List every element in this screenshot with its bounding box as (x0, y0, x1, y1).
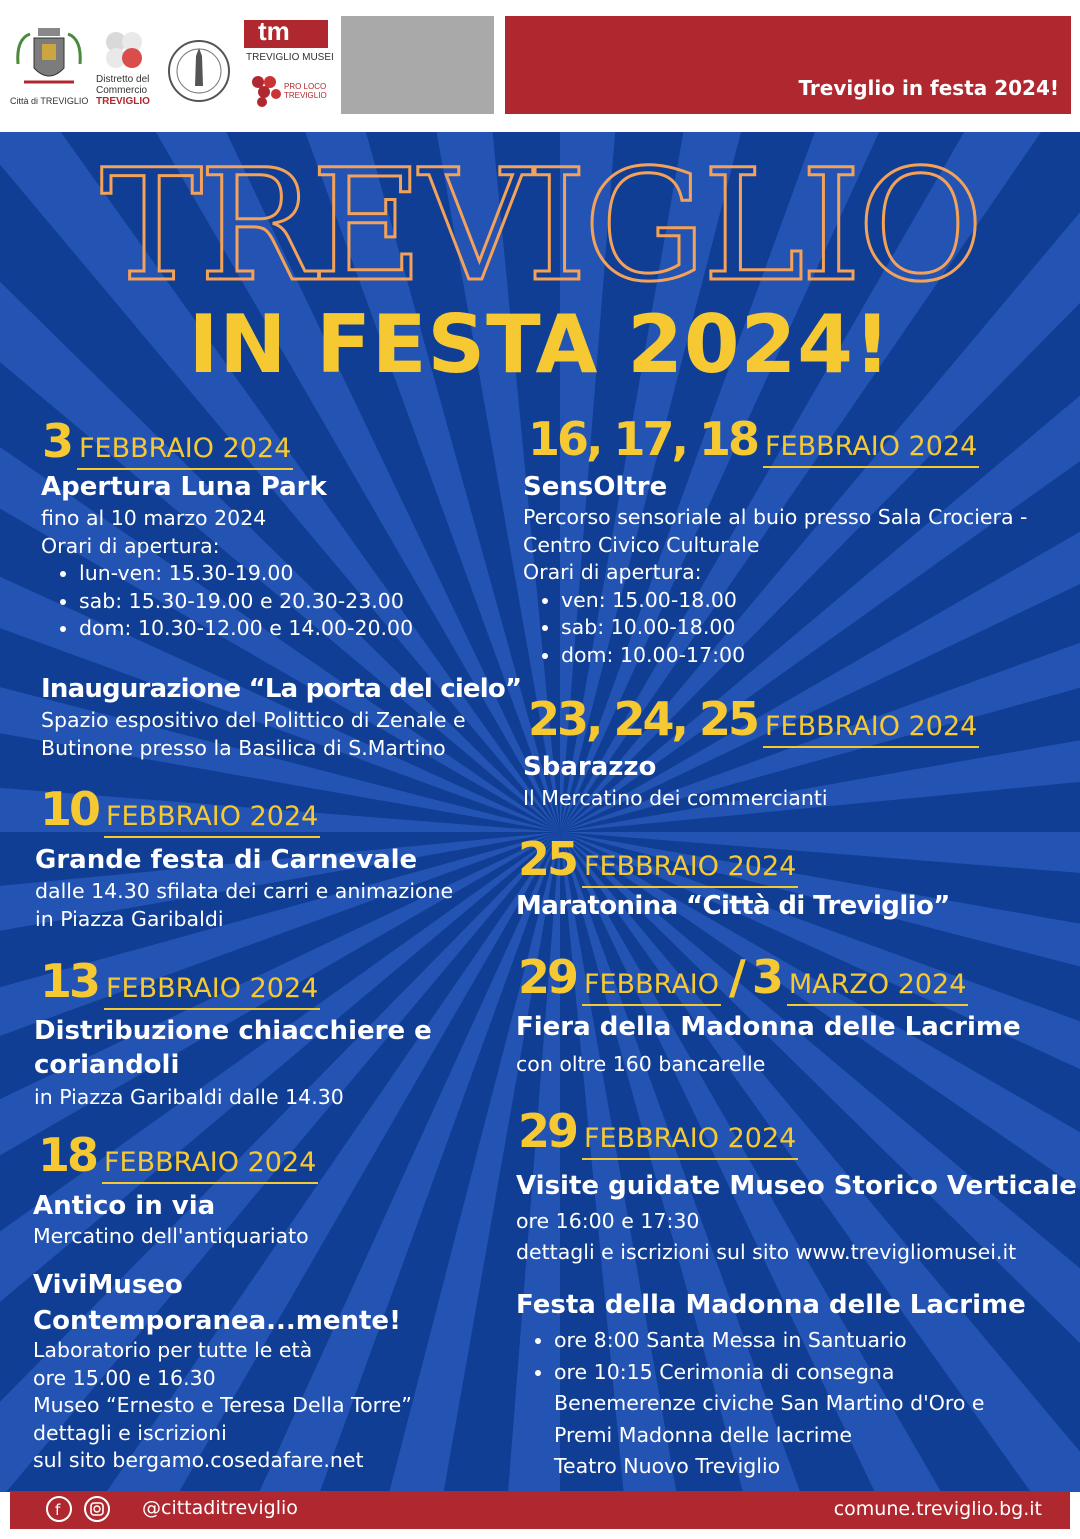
list-item: • dom: 10.30-12.00 e 14.00-20.00 (79, 615, 413, 643)
citta-label: Città di TREVIGLIO (10, 96, 89, 106)
date-number: 29 (518, 950, 577, 1004)
event-text-carnevale (35, 878, 453, 933)
text-line: dettagli e iscrizioni sul sito www.trevigliomusei.it (516, 1240, 1017, 1264)
text-line: dalle 14.30 sfilata dei carri e animazione (35, 879, 454, 903)
date-number: 3 (42, 414, 72, 468)
event-title-maratonina: Maratonina “Città di Treviglio” (516, 891, 950, 921)
clover-icon (94, 28, 154, 76)
date-18-febbraio (38, 1128, 318, 1182)
event-title-antico-in-via: Antico in via (33, 1191, 216, 1221)
list-item: • ore 8:00 Santa Messa in Santuario (554, 1325, 985, 1357)
event-title-sensoltre: SensOltre (523, 472, 668, 502)
header (0, 0, 1080, 132)
text-line: dettagli e iscrizioni (33, 1420, 227, 1445)
date-number: 18 (38, 1128, 97, 1182)
event-text-antico-in-via (33, 1223, 309, 1251)
date-month: FEBBRAIO 2024 (102, 1147, 318, 1184)
date-25-febbraio (518, 832, 798, 886)
text-line: Benemerenze civiche San Martino d'Oro e (554, 1391, 985, 1415)
grapes-icon (248, 72, 284, 108)
text-line: con oltre 160 bancarelle (516, 1052, 766, 1076)
title-sub: IN FESTA 2024! (188, 298, 892, 391)
date-number: 23, 24, 25 (528, 692, 758, 746)
date-separator: / (729, 950, 746, 1004)
citta-treviglio-logo (10, 24, 88, 110)
footer (10, 1491, 1070, 1529)
website-link[interactable]: comune.treviglio.bg.it (833, 1498, 1042, 1520)
text-line: Butinone presso la Basilica di S.Martino (41, 735, 446, 760)
event-text-vivimuseo (33, 1337, 412, 1475)
date-13-febbraio (40, 954, 320, 1008)
date-month-2: MARZO 2024 (787, 969, 969, 1006)
event-title-chiacchiere-2: coriandoli (34, 1050, 180, 1080)
date-month: FEBBRAIO 2024 (582, 1123, 798, 1160)
date-number: 29 (518, 1104, 577, 1158)
text-line: ore 15.00 e 16.30 (33, 1365, 216, 1390)
date-month: FEBBRAIO 2024 (104, 801, 320, 838)
date-month: FEBBRAIO 2024 (763, 711, 979, 748)
date-month: FEBBRAIO 2024 (77, 433, 293, 470)
date-10-febbraio (40, 782, 320, 836)
text-line: Orari di apertura: (41, 533, 220, 558)
gray-placeholder (341, 16, 494, 114)
musei-label: TREVIGLIO MUSEI (246, 52, 334, 63)
event-text-porta-cielo (41, 707, 466, 762)
event-text-fiera (516, 1051, 765, 1079)
crest-icon (10, 24, 88, 94)
date-month: FEBBRAIO 2024 (582, 851, 798, 888)
text-line: Museo “Ernesto e Teresa Della Torre” (33, 1393, 412, 1417)
facebook-icon[interactable] (46, 1496, 72, 1522)
proloco-label-1: PRO LOCO (284, 82, 327, 91)
event-text-visite-guidate (516, 1206, 1016, 1268)
date-month: FEBBRAIO 2024 (763, 431, 979, 468)
instagram-icon[interactable] (84, 1496, 110, 1522)
poster (0, 132, 1080, 1492)
date-number-2: 3 (751, 950, 781, 1004)
program-list (516, 1325, 985, 1388)
text-line: Mercatino dell'antiquariato (33, 1224, 309, 1248)
date-number: 10 (40, 782, 99, 836)
event-title-porta-cielo: Inaugurazione “La porta del cielo” (41, 674, 522, 704)
event-text-chiacchiere (34, 1084, 344, 1112)
event-title-carnevale: Grande festa di Carnevale (35, 845, 418, 875)
event-title-luna-park: Apertura Luna Park (41, 472, 327, 502)
event-text-festa-madonna (516, 1325, 985, 1483)
text-line: Percorso sensoriale al buio presso Sala Crociera - (523, 505, 1028, 529)
seal-icon (166, 38, 232, 104)
distretto-label-2: Commercio (96, 85, 148, 96)
text-line: in Piazza Garibaldi dalle 14.30 (34, 1085, 344, 1109)
date-month: FEBBRAIO (582, 969, 721, 1006)
svg-text:f: f (55, 1501, 61, 1519)
list-item: • sab: 15.30-19.00 e 20.30-23.00 (79, 588, 413, 616)
date-3-febbraio (42, 414, 293, 468)
text-line: Centro Civico Culturale (523, 532, 760, 557)
date-number: 16, 17, 18 (528, 412, 758, 466)
event-text-sensoltre (523, 504, 1027, 669)
text-line: sul sito bergamo.cosedafare.net (33, 1448, 364, 1472)
event-title-chiacchiere-1: Distribuzione chiacchiere e (34, 1016, 432, 1046)
list-item: • ven: 15.00-18.00 (561, 587, 1027, 615)
text-line: Spazio espositivo del Polittico di Zenale e (41, 708, 466, 732)
date-29-febbraio-3-marzo (518, 950, 968, 1004)
hours-list (41, 560, 413, 643)
commercianti-seal-logo (166, 38, 232, 104)
text-line: Orari di apertura: (523, 560, 702, 584)
proloco-label-2: TREVIGLIO (284, 91, 327, 100)
date-number: 13 (40, 954, 99, 1008)
text-line: Il Mercatino dei commercianti (523, 786, 828, 810)
event-title-vivimuseo-1: ViviMuseo (33, 1270, 183, 1300)
text-line: fino al 10 marzo 2024 (41, 506, 267, 530)
event-title-vivimuseo-2: Contemporanea...mente! (33, 1306, 401, 1336)
text-line: Premi Madonna delle lacrime (554, 1422, 853, 1447)
date-23-24-25-febbraio (528, 692, 979, 746)
social-handle[interactable]: @cittaditreviglio (142, 1497, 298, 1519)
distretto-commercio-logo (94, 28, 160, 112)
event-title-festa-madonna: Festa della Madonna delle Lacrime (516, 1290, 1026, 1320)
text-line: in Piazza Garibaldi (35, 906, 224, 931)
text-line: Laboratorio per tutte le età (33, 1338, 313, 1362)
date-number: 25 (518, 832, 577, 886)
list-item: • dom: 10.00-17:00 (561, 642, 1027, 670)
musei-mark: tm (258, 16, 290, 46)
title-main: TREVIGLIO (100, 137, 980, 316)
date-month: FEBBRAIO 2024 (104, 973, 320, 1010)
date-16-17-18-febbraio (528, 412, 979, 466)
event-text-luna-park (41, 505, 413, 643)
event-title-fiera: Fiera della Madonna delle Lacrime (516, 1012, 1021, 1042)
hours-list (523, 587, 1027, 670)
distretto-label-1: Distretto del (96, 74, 150, 85)
event-text-sbarazzo (523, 785, 828, 813)
banner-text: Treviglio in festa 2024! (798, 76, 1059, 100)
pro-loco-logo (248, 72, 332, 112)
event-title-visite-guidate: Visite guidate Museo Storico Verticale (516, 1171, 1077, 1201)
list-item: • ore 10:15 Cerimonia di consegna (554, 1357, 985, 1389)
list-item: • lun-ven: 15.30-19.00 (79, 560, 413, 588)
text-line: ore 16:00 e 17:30 (516, 1209, 700, 1233)
header-banner (505, 16, 1071, 114)
treviglio-musei-logo (244, 16, 334, 64)
event-title-sbarazzo: Sbarazzo (523, 752, 657, 782)
text-line: Teatro Nuovo Treviglio (554, 1454, 781, 1478)
list-item: • sab: 10.00-18.00 (561, 614, 1027, 642)
date-29-febbraio (518, 1104, 798, 1158)
distretto-label-3: TREVIGLIO (96, 96, 150, 107)
